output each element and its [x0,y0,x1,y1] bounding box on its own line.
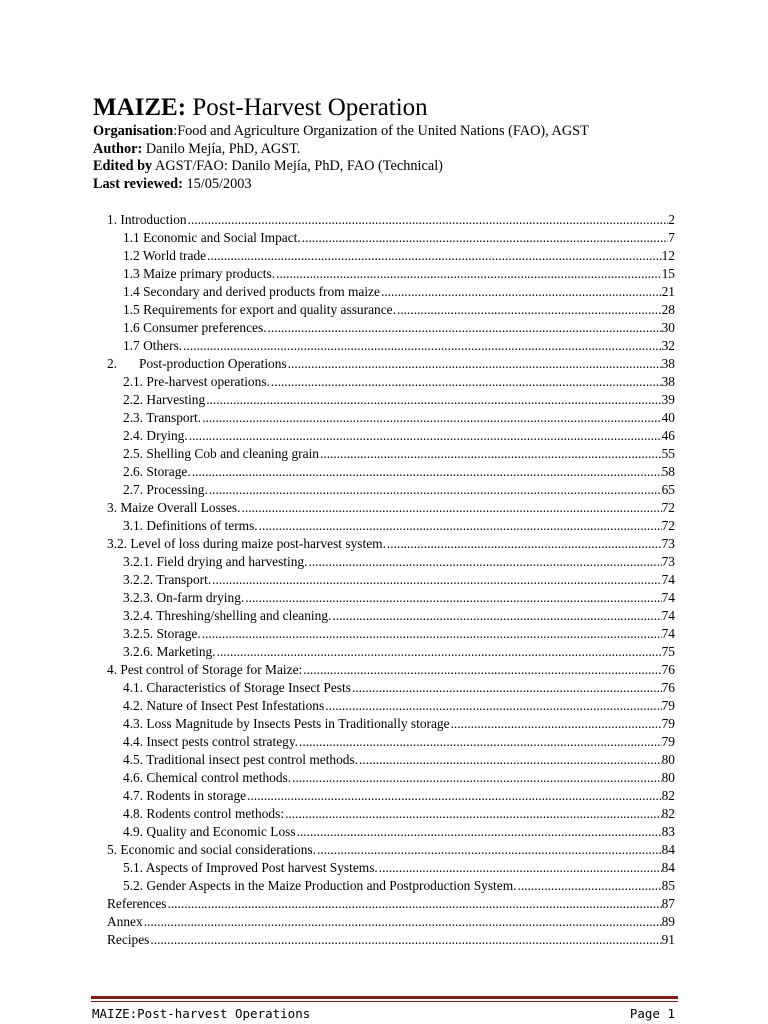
toc-entry[interactable] [107,355,675,373]
toc-entry-label: 3.2.5. Storage. [123,626,201,641]
toc-leader [292,769,662,787]
toc-leader [247,787,662,805]
toc-entry-page: 80 [661,770,675,785]
toc-entry-page: 84 [661,842,675,857]
toc-entry-label: 1.6 Consumer preferences. [123,320,267,335]
toc-entry-label: 3.1. Definitions of terms. [123,518,258,533]
toc-entry-label: 3.2.4. Threshing/shelling and cleaning. [123,608,332,623]
footer-rule-thin [91,1001,678,1002]
toc-leader [217,643,662,661]
toc-leader [202,625,662,643]
toc-entry[interactable] [123,877,675,895]
toc-entry[interactable] [123,859,675,877]
toc-entry-page: 39 [661,392,675,407]
toc-entry-page: 89 [661,914,675,929]
toc-entry[interactable] [123,337,675,355]
toc-entry-page: 91 [661,932,675,947]
author-value: Danilo Mejía, PhD, AGST. [142,140,301,157]
toc-leader [188,211,669,229]
toc-entry-page: 80 [661,752,675,767]
toc-entry-label: 1.2 World trade [123,248,207,263]
toc-entry-page: 74 [661,572,675,587]
toc-entry-page: 73 [661,554,675,569]
toc-entry-page: 38 [661,374,675,389]
toc-leader [379,859,662,877]
toc-entry-label: 3.2.3. On-farm drying. [123,590,245,605]
toc-entry[interactable] [123,643,675,661]
toc-entry-page: 74 [661,590,675,605]
reviewed-value: 15/05/2003 [182,176,252,193]
toc-entry[interactable] [123,589,675,607]
toc-leader [202,409,661,427]
toc-entry-label: 1.3 Maize primary products. [123,266,276,281]
toc-entry[interactable] [107,535,675,553]
toc-leader [212,571,661,589]
toc-entry[interactable] [123,733,675,751]
toc-leader [271,373,662,391]
toc-entry-label: 2.7. Processing. [123,482,208,497]
toc-entry[interactable] [123,319,675,337]
toc-entry-page: 15 [661,266,675,281]
toc-leader [288,355,662,373]
toc-leader [144,913,662,931]
toc-entry-page: 32 [661,338,675,353]
toc-entry[interactable] [123,805,675,823]
toc-entry-page: 40 [661,410,675,425]
edited-label: Edited by [93,158,153,175]
toc-entry-label: 1. Introduction [107,212,187,227]
toc-leader [206,391,661,409]
toc-entry-label: 4. Pest control of Storage for Maize: [107,662,303,677]
toc-entry-page: 73 [661,536,675,551]
toc-entry-page: 79 [661,716,675,731]
toc-entry-label: 2.1. Pre-harvest operations. [123,374,270,389]
title-bold: MAIZE: [93,94,187,121]
document-title [93,92,428,124]
toc-leader [359,751,662,769]
toc-leader [320,445,662,463]
toc-entry[interactable] [123,373,675,391]
toc-leader [259,517,662,535]
toc-leader [308,553,661,571]
toc-leader [242,499,662,517]
toc-entry-label: 1.7 Others. [123,338,183,353]
toc-entry-label: 4.3. Loss Magnitude by Insects Pests in Traditionally storage [123,716,450,731]
reviewed-line [93,176,589,194]
reviewed-label: Last reviewed: [93,176,183,193]
toc-leader [325,697,661,715]
toc-entry[interactable] [123,823,675,841]
toc-entry-label: 2.6. Storage. [123,464,191,479]
toc-entry-page: 82 [661,806,675,821]
toc-entry-page: 76 [661,680,675,695]
toc-entry-page: 82 [661,788,675,803]
organisation-label: Organisation [93,123,174,139]
toc-entry[interactable] [107,841,675,859]
toc-entry[interactable] [123,481,675,499]
toc-entry[interactable] [107,499,675,517]
toc-entry-label: Recipes [107,932,150,947]
toc-leader [451,715,662,733]
toc-entry[interactable] [123,625,675,643]
toc-leader [192,463,662,481]
toc-entry-label: 3.2.2. Transport. [123,572,212,587]
toc-leader [381,283,662,301]
organisation-line [93,123,589,141]
toc-entry-label: 5.2. Gender Aspects in the Maize Production and Postproduction System. [123,878,517,893]
toc-entry[interactable] [107,913,675,931]
toc-entry-page: 84 [661,860,675,875]
toc-entry-label: 4.8. Rodents control methods: [123,806,285,821]
toc-entry[interactable] [123,409,675,427]
toc-entry-label: Annex [107,914,143,929]
toc-leader [209,481,662,499]
toc-leader [183,337,661,355]
toc-entry[interactable] [123,553,675,571]
edited-line [93,158,589,176]
toc-entry[interactable] [123,247,675,265]
toc-leader [167,895,661,913]
toc-entry[interactable] [123,517,675,535]
toc-entry-label: 2.4. Drying. [123,428,188,443]
toc-entry-label: 4.4. Insect pests control strategy. [123,734,299,749]
toc-leader [352,679,662,697]
toc-entry-label: 1.1 Economic and Social Impact. [123,230,301,245]
toc-entry-page: 38 [661,356,675,371]
toc-entry-page: 83 [661,824,675,839]
toc-entry-page: 2 [668,212,675,227]
footer-page-number: Page 1 [629,1006,675,1021]
toc-entry-label: 4.9. Quality and Economic Loss [123,824,296,839]
toc-leader [207,247,662,265]
toc-entry-label: 1.4 Secondary and derived products from maize [123,284,380,299]
toc-leader [268,319,662,337]
toc-entry[interactable] [107,895,675,913]
toc-entry[interactable] [123,679,675,697]
toc-entry-page: 79 [661,698,675,713]
toc-entry[interactable] [123,463,675,481]
document-metadata [93,123,589,194]
toc-entry-label: 4.5. Traditional insect pest control methods. [123,752,359,767]
toc-entry-label: 4.2. Nature of Insect Pest Infestations [123,698,325,713]
toc-entry[interactable] [123,697,675,715]
toc-leader [387,535,662,553]
toc-entry-page: 72 [661,518,675,533]
toc-entry-label: 2.2. Harvesting [123,392,206,407]
toc-entry-page: 79 [661,734,675,749]
toc-leader [303,661,661,679]
toc-leader [517,877,661,895]
toc-entry-page: 74 [661,626,675,641]
toc-entry-page: 7 [668,230,675,245]
toc-leader [299,733,662,751]
toc-entry-label: 4.7. Rodents in storage [123,788,247,803]
toc-entry[interactable] [123,301,675,319]
toc-leader [285,805,662,823]
toc-leader [150,931,661,949]
toc-entry-label: 3.2. Level of loss during maize post-harvest system. [107,536,386,551]
edited-value: AGST/FAO: Danilo Mejía, PhD, FAO (Technical) [152,158,443,175]
toc-entry-page: 65 [661,482,675,497]
author-line [93,141,589,159]
toc-leader [317,841,662,859]
toc-entry-page: 87 [661,896,675,911]
toc-entry[interactable] [123,607,675,625]
toc-entry[interactable] [123,715,675,733]
toc-entry[interactable] [123,445,675,463]
toc-entry-label: 5.1. Aspects of Improved Post harvest Systems. [123,860,378,875]
toc-entry[interactable] [123,427,675,445]
toc-entry-page: 75 [661,644,675,659]
footer-rule-thick [91,996,678,999]
author-label: Author: [93,140,143,157]
toc-entry-page: 76 [661,662,675,677]
toc-entry[interactable] [123,787,675,805]
toc-entry[interactable] [123,229,675,247]
toc-entry-label: 4.6. Chemical control methods. [123,770,292,785]
toc-leader [189,427,662,445]
toc-entry-page: 30 [661,320,675,335]
toc-entry-label: 2.3. Transport. [123,410,202,425]
toc-entry-page: 85 [661,878,675,893]
toc-entry-page: 58 [661,464,675,479]
toc-entry[interactable] [107,211,675,229]
toc-entry-page: 12 [661,248,675,263]
toc-entry-label: 3. Maize Overall Losses. [107,500,241,515]
toc-entry-label: 2.5. Shelling Cob and cleaning grain [123,446,319,461]
toc-entry-label: 3.2.1. Field drying and harvesting. [123,554,308,569]
toc-entry[interactable] [123,571,675,589]
toc-entry[interactable] [107,931,675,949]
toc-entry-number: 2. [107,356,118,371]
toc-entry-page: 28 [661,302,675,317]
toc-entry-text: Post-production Operations [139,356,287,371]
toc-leader [245,589,661,607]
toc-entry-label: 3.2.6. Marketing. [123,644,216,659]
toc-entry-page: 72 [661,500,675,515]
toc-entry-page: 21 [661,284,675,299]
toc-entry-label [107,355,287,373]
toc-entry-label: 4.1. Characteristics of Storage Insect Pests [123,680,351,695]
toc-entry-page: 55 [661,446,675,461]
toc-entry[interactable] [123,391,675,409]
table-of-contents [0,211,768,949]
toc-entry-page: 46 [661,428,675,443]
toc-leader [332,607,661,625]
toc-entry-page: 74 [661,608,675,623]
toc-leader [276,265,662,283]
toc-entry[interactable] [123,265,675,283]
footer-document-title: MAIZE:Post-harvest Operations [92,1006,311,1021]
toc-entry[interactable] [123,751,675,769]
toc-entry[interactable] [107,661,675,679]
toc-leader [302,229,669,247]
toc-entry[interactable] [123,283,675,301]
toc-leader [397,301,662,319]
organisation-value: :Food and Agriculture Organization of the United Nations (FAO), AGST [173,123,589,139]
toc-entry[interactable] [123,769,675,787]
toc-leader [297,823,662,841]
toc-entry-label: References [107,896,167,911]
toc-entry-label: 5. Economic and social considerations. [107,842,316,857]
toc-entry-label: 1.5 Requirements for export and quality assurance. [123,302,396,317]
title-rest: Post-Harvest Operation [186,94,428,121]
